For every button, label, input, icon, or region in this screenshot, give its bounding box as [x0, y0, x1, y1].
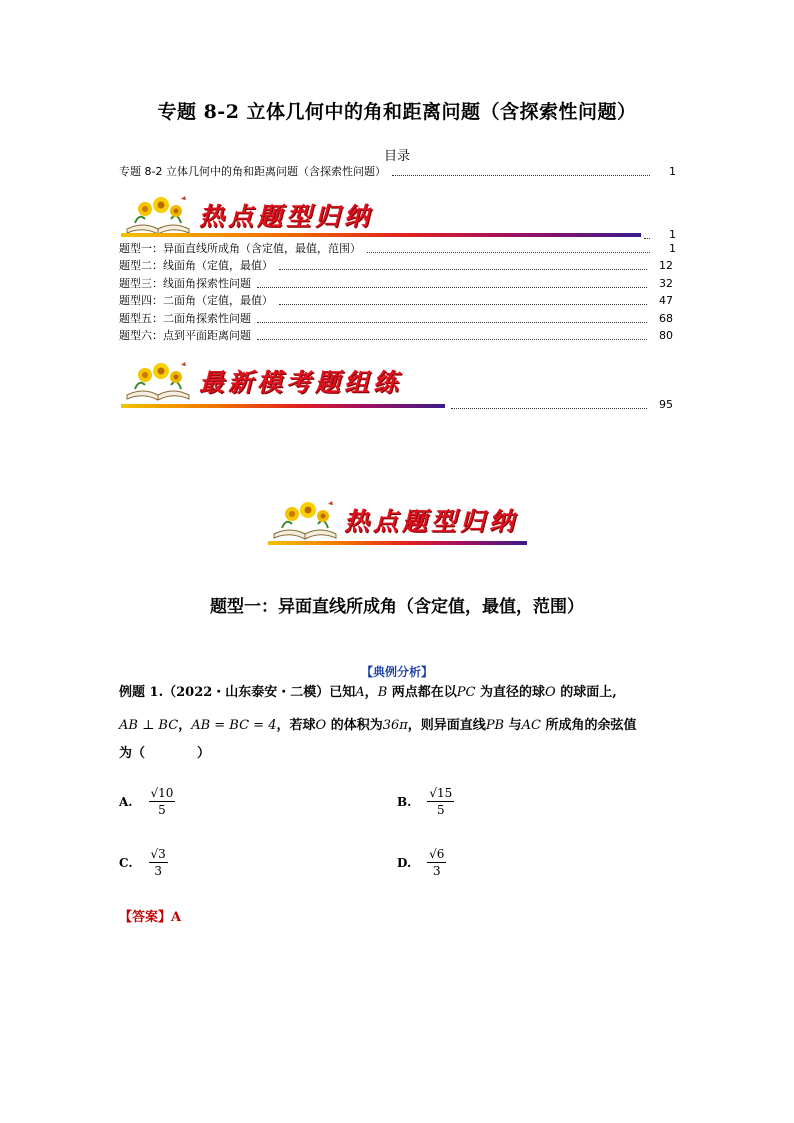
toc-entry[interactable]: [119, 397, 673, 413]
toc-entry[interactable]: [119, 328, 673, 344]
toc-leader-dots: [367, 252, 650, 253]
open-book-flowers-icon: [268, 498, 342, 542]
example-analysis-tag: 【典例分析】: [360, 665, 433, 679]
document-title: 专题 8-2 立体几何中的角和距离问题（含探索性问题）: [157, 101, 637, 123]
toc-entry-page: 80: [659, 329, 673, 342]
toc-entry[interactable]: [119, 293, 673, 309]
toc-leader-dots: [451, 408, 647, 409]
toc-entry[interactable]: [119, 311, 673, 327]
latest-mock-banner-text: 最新模考题组练: [199, 368, 403, 397]
question-line-1: 例题 1.（2022・山东泰安・二模）已知A，B 两点都在以PC 为直径的球O 的球面上,: [119, 685, 617, 700]
answer-value: A: [171, 910, 182, 925]
toc-leader-dots: [257, 322, 647, 323]
hot-topics-banner-text: 热点题型归纳: [199, 202, 374, 231]
choice-letter: C.: [119, 855, 133, 870]
toc-entry[interactable]: [119, 241, 676, 257]
toc-entry-page: 32: [659, 277, 673, 290]
answer-tag: 【答案】: [119, 910, 172, 925]
hot-topics-banner-text: 热点题型归纳: [344, 507, 519, 536]
toc-leader-dots: [257, 287, 647, 288]
choice-letter: A.: [119, 794, 133, 809]
toc-entry-label: 题型五：二面角探索性问题: [119, 312, 251, 325]
choice-b[interactable]: [397, 786, 454, 817]
choice-fraction: $\frac{√3}{3}$: [150, 847, 166, 878]
toc-entry-label: 题型三：线面角探索性问题: [119, 277, 251, 290]
choice-d[interactable]: [397, 847, 446, 878]
toc-entry[interactable]: [119, 164, 676, 180]
choice-letter: D.: [397, 855, 412, 870]
toc-entry-label: 题型四：二面角（定值，最值）: [119, 294, 273, 307]
toc-entry-label: 题型六：点到平面距离问题: [119, 329, 251, 342]
choice-c[interactable]: [119, 847, 168, 878]
toc-leader-dots: [279, 304, 647, 305]
toc-entry-page: 1: [669, 165, 676, 178]
hot-topics-banner: [268, 498, 528, 542]
choice-fraction: $\frac{√10}{5}$: [150, 786, 174, 817]
choice-fraction: $\frac{√15}{5}$: [429, 786, 453, 817]
toc-leader-dots: [644, 238, 650, 239]
toc-entry-page: 95: [659, 398, 673, 411]
toc-leader-dots: [257, 339, 647, 340]
toc-entry-page: 47: [659, 294, 673, 307]
banner-underline: [268, 541, 527, 545]
choice-a[interactable]: [119, 786, 175, 817]
toc-heading: 目录: [383, 149, 410, 164]
toc-entry-page: 68: [659, 312, 673, 325]
toc-entry[interactable]: [119, 258, 673, 274]
choice-fraction: $\frac{√6}{3}$: [429, 847, 445, 878]
toc-entry-page: 1: [669, 228, 676, 241]
question-line-3: 为（ ）: [119, 746, 211, 761]
toc-entry[interactable]: [119, 276, 673, 292]
toc-leader-dots: [279, 269, 647, 270]
toc-entry-label: 专题 8-2 立体几何中的角和距离问题（含探索性问题）: [119, 165, 386, 178]
choice-letter: B.: [397, 794, 412, 809]
toc-entry-page: 1: [669, 242, 676, 255]
answer-line: [119, 906, 181, 925]
toc-leader-dots: [392, 175, 650, 176]
question-line-2: AB ⊥ BC，AB = BC = 4，若球O 的体积为36π，则异面直线PB 与AC 所成角的余弦值: [119, 718, 637, 733]
section-title: 题型一：异面直线所成角（含定值，最值，范围）: [210, 597, 584, 617]
toc-entry-label: 题型一：异面直线所成角（含定值，最值，范围）: [119, 242, 361, 255]
toc-entry-label: 题型二：线面角（定值，最值）: [119, 259, 273, 272]
toc-entry-page: 12: [659, 259, 673, 272]
